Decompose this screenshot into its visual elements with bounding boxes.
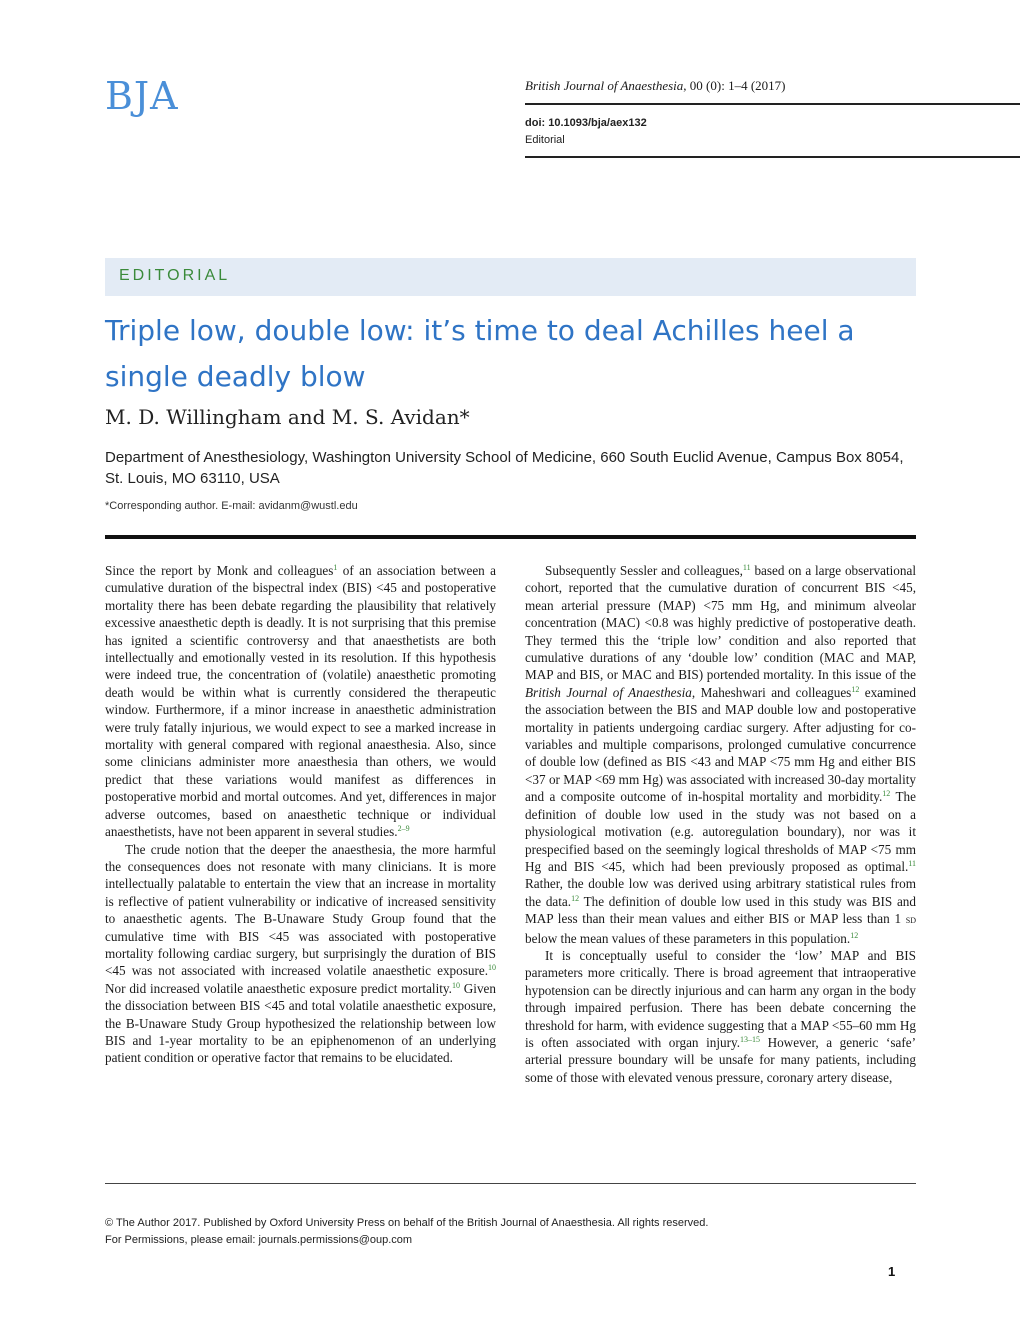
- section-label: EDITORIAL: [119, 267, 231, 284]
- citation-link[interactable]: 12: [571, 893, 580, 903]
- citation-link[interactable]: 10: [488, 963, 496, 973]
- citation-link[interactable]: 2–9: [397, 824, 410, 834]
- section-band: [105, 258, 916, 296]
- journal-issue: , 00 (0): 1–4 (2017): [683, 78, 786, 93]
- paragraph: It is conceptually useful to consider the ‘low’ MAP and BIS parameters more critically. There is broad agreement that intraoperative hypotension can be directly injurious and can harm any organ in the body through impaired perfusion. There has been debate concerning the threshold for harm, with evidence suggesting that a MAP <55–60 mm Hg is often associated with organ injury.$^{13-15}$ However, a generic ‘safe’ arterial pressure boundary will be unsafe for many patients, including some of those with elevated venous pressure, coronary artery disease,: [525, 947, 916, 1085]
- page-number: 1: [888, 1264, 896, 1279]
- authors: M. D. Willingham and M. S. Avidan*: [105, 405, 470, 429]
- citation-link[interactable]: 12: [851, 684, 860, 694]
- copyright-notice: © The Author 2017. Published by Oxford University Press on behalf of the British Journal of Anaesthesia. All rights reserved.: [105, 1217, 709, 1229]
- corresponding-author: *Corresponding author. E-mail: avidanm@wustl.edu: [105, 500, 358, 512]
- paragraph: Since the report by Monk and colleagues$^1$ of an association between a cumulative duration of the bispectral index (BIS) <45 and postoperative mortality there has been debate regarding the plausibility that relatively excessive anaesthetic depth is deadly. It is not surprising that this premise has ignited a scientific controversy and that anaesthetists are both intellectually and emotionally vested in its resolution. If this hypothesis were indeed true, the concentration of (volatile) anaesthetic promoting death would be within what is currently considered the therapeutic window. Furthermore, if a minor increase in anaesthetic administration were truly fatally injurious, we would expect to see a marked increase in mortality with general compared with regional anaesthesia. Also, since some clinicians administer more anaesthesia than others, we would predict that these variations would manifest as differences in postoperative morbid and mortal outcomes. And yet, differences in major adverse outcomes, based on anaesthetic technique or individual anaesthetists, have not been apparent in several studies.$^{2-9}$: [105, 563, 496, 840]
- footer-rule: [105, 1183, 916, 1184]
- journal-citation: [525, 78, 1020, 96]
- citation-link[interactable]: 11: [908, 858, 916, 868]
- title-divider: [105, 535, 916, 539]
- paragraph: Subsequently Sessler and colleagues,$^{11}$ based on a large observational cohort, reported that the cumulative duration of concurrent BIS <45, mean arterial pressure (MAP) <75 mm Hg, and minimum alveolar concentration (MAC) <0.8 was highly predictive of postoperative death. They termed this the ‘triple low’ condition and also reported that cumulative durations of any ‘double low’ condition (MAC and MAP, MAP and BIS, or MAC and BIS) portended mortality. In this issue of the British Journal of Anaesthesia, Maheshwari and colleagues$^{12}$ examined the association between the BIS and MAP double low and postoperative mortality in patients undergoing cardiac surgery. After adjusting for co-variables and multiple comparisons, prolonged cumulative concurrence of double low (defined as BIS <43 and MAP <75 mm Hg and either BIS <37 or MAP <69 mm Hg) was associated with increased 30-day mortality and a composite outcome of in-hospital mortality and morbidity.$^{12}$ The definition of double low used in the study was not based on a physiological motivation (e.g. autoregulation boundary), nor was it prespecified based on the seemingly logical thresholds of MAP <75 mm Hg and BIS <45, which had been previously proposed as optimal.$^{11}$ Rather, the double low was derived using arbitrary statistical rules from the data.$^{12}$ The definition of double low used in this study was BIS and MAP less than their mean values and either BIS or MAP less than 1 sd below the mean values of these parameters in this population.$^{12}$: [525, 563, 917, 946]
- citation-link[interactable]: 11: [742, 563, 751, 572]
- footer: [105, 1215, 708, 1249]
- citation-link[interactable]: 12: [882, 789, 891, 799]
- journal-line: [525, 78, 1020, 96]
- column-right: [525, 562, 916, 1086]
- article-type: Editorial: [525, 134, 565, 146]
- journal-name-inline: British Journal of Anaesthesia: [525, 684, 692, 700]
- permissions-notice: For Permissions, please email: journals.permissions@oup.com: [105, 1234, 413, 1246]
- header-rule-top: [525, 103, 1020, 105]
- journal-name: British Journal of Anaesthesia: [525, 78, 684, 93]
- citation-link[interactable]: 10: [451, 980, 460, 990]
- citation-link[interactable]: 12: [850, 930, 859, 940]
- paragraph: The crude notion that the deeper the anaesthesia, the more harmful the consequences does not resonate with many clinicians. It is more intellectually palatable to entertain the view that an increase in mortality is reflective of patient vulnerability or indicative of increased sensitivity to anaesthetic agents. The B-Unaware Study Group found that the cumulative time with BIS <45 was associated with postoperative mortality following cardiac surgery, but surprisingly the duration of BIS <45 was not associated with increased volatile anaesthetic exposure.$^{10}$ Nor did increased volatile anaesthetic exposure predict mortality.$^{10}$ Given the dissociation between BIS <45 and total volatile anaesthetic exposure, the B-Unaware Study Group hypothesized the relationship between low BIS and 1-year mortality to be an epiphenomenon of an underlying patient condition or operative factor that remains to be elucidated.: [105, 841, 496, 1066]
- doi[interactable]: doi: 10.1093/bja/aex132: [525, 117, 647, 129]
- column-left: [105, 562, 496, 1067]
- article-title: Triple low, double low: it’s time to deal Achilles heel a single deadly blow: [105, 314, 855, 393]
- citation-link[interactable]: 13–15: [740, 1034, 761, 1044]
- header-rule-bottom: [525, 156, 1020, 158]
- affiliation: Department of Anesthesiology, Washington University School of Medicine, 660 South Euclid Avenue, Campus Box 8054, St. Louis, MO 63110, USA: [105, 449, 904, 487]
- journal-logo: BJA: [105, 74, 179, 118]
- citation-link[interactable]: 1: [333, 563, 338, 572]
